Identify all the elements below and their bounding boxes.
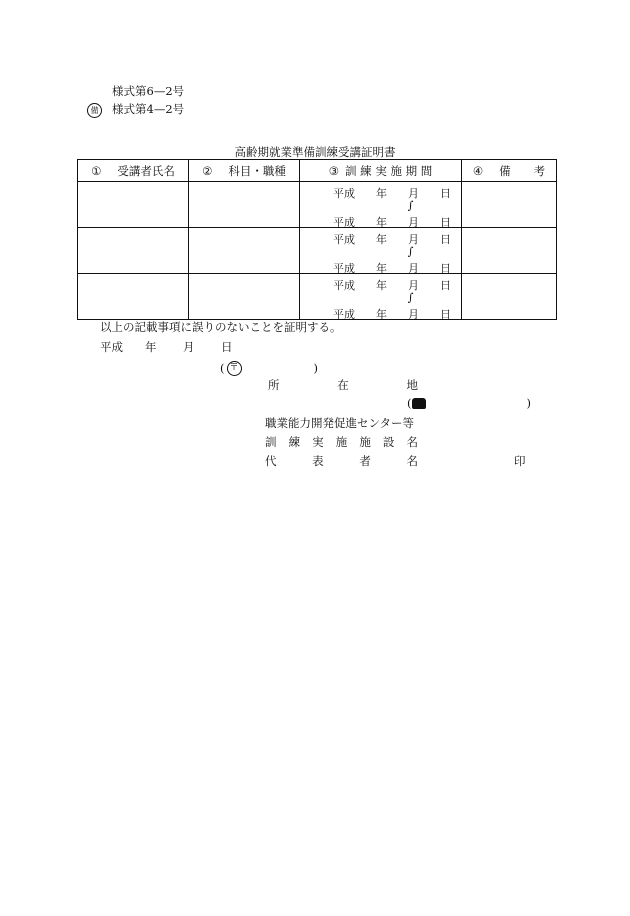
training-period-cell[interactable] [300, 182, 462, 228]
tel-open-paren: ( [407, 396, 412, 410]
table-header-row [78, 160, 557, 182]
header-num: ② [202, 163, 213, 178]
remarks-cell[interactable] [462, 182, 557, 228]
period-month: 月 [408, 308, 419, 321]
period-year: 年 [376, 187, 387, 200]
training-period-cell[interactable] [300, 274, 462, 320]
table-row [78, 274, 557, 320]
rep-char: 表 [312, 454, 324, 468]
facility-char: 設 [382, 435, 395, 449]
period-day: 日 [440, 262, 451, 275]
date-year: 年 [145, 340, 157, 354]
period-day: 日 [440, 279, 451, 292]
period-month: 月 [408, 262, 419, 275]
period-day: 日 [440, 308, 451, 321]
form-number-4-2: 様式第4—2号 [112, 102, 185, 116]
header-label: 受講者氏名 [117, 163, 175, 178]
remarks-cell[interactable] [462, 228, 557, 274]
table-row [78, 182, 557, 228]
period-month: 月 [408, 187, 419, 200]
address-char: 在 [337, 378, 349, 392]
facility-char: 実 [312, 435, 324, 449]
period-year: 年 [376, 233, 387, 246]
subject-cell[interactable] [189, 274, 300, 320]
header-label: 備 考 [499, 163, 546, 178]
form-number-6-2: 様式第6—2号 [112, 84, 185, 98]
period-day: 日 [440, 233, 451, 246]
period-month: 月 [408, 279, 419, 292]
trainee-name-cell[interactable] [78, 274, 189, 320]
facility-char: 施 [359, 435, 371, 449]
header-label: 科目・職種 [228, 163, 286, 178]
period-era: 平成 [333, 279, 355, 292]
telephone-field [407, 398, 531, 410]
header-trainee-name [78, 160, 189, 182]
remarks-cell[interactable] [462, 274, 557, 320]
address-char: 地 [406, 378, 418, 392]
period-range-mark: ∫ [407, 291, 414, 304]
period-year: 年 [376, 308, 387, 321]
period-era: 平成 [333, 187, 355, 200]
period-month: 月 [408, 216, 419, 229]
remarks-circle-mark: 備 [87, 103, 102, 118]
tel-close-paren: ) [526, 396, 531, 410]
header-num: ① [91, 163, 102, 178]
period-month: 月 [408, 233, 419, 246]
certification-statement: 以上の記載事項に誤りのないことを証明する。 [100, 320, 342, 334]
postal-code-field [220, 361, 318, 376]
period-era: 平成 [333, 262, 355, 275]
period-range-mark: ∫ [407, 199, 414, 212]
period-era: 平成 [333, 308, 355, 321]
seal-mark: 印 [514, 454, 526, 468]
facility-name-label [265, 437, 418, 449]
postal-close-paren: ) [313, 360, 318, 375]
address-label [268, 380, 418, 392]
period-day: 日 [440, 187, 451, 200]
subject-cell[interactable] [189, 228, 300, 274]
telephone-icon [412, 398, 426, 409]
period-year: 年 [376, 262, 387, 275]
facility-char: 施 [335, 435, 348, 449]
rep-char: 者 [359, 454, 371, 468]
date-day: 日 [221, 340, 233, 354]
trainee-name-cell[interactable] [78, 228, 189, 274]
header-num: ③ [328, 163, 340, 178]
period-era: 平成 [333, 233, 355, 246]
header-subject [189, 160, 300, 182]
header-remarks [462, 160, 557, 182]
issue-date [100, 342, 233, 354]
document-title: 高齢期就業準備訓練受講証明書 [234, 145, 396, 159]
address-char: 所 [268, 378, 280, 392]
date-era: 平成 [100, 340, 123, 354]
trainee-name-cell[interactable] [78, 182, 189, 228]
date-month: 月 [183, 340, 195, 354]
rep-char: 名 [406, 454, 418, 468]
period-day: 日 [440, 216, 451, 229]
facility-char: 練 [288, 435, 301, 449]
period-era: 平成 [333, 216, 355, 229]
header-label: 訓 練 実 施 期 間 [345, 163, 433, 178]
representative-label [265, 456, 418, 468]
table-row [78, 228, 557, 274]
certificate-table [77, 159, 557, 320]
header-training-period [300, 160, 462, 182]
subject-cell[interactable] [189, 182, 300, 228]
facility-char: 訓 [265, 435, 277, 449]
center-name-label: 職業能力開発促進センター等 [265, 416, 415, 430]
header-num: ④ [472, 163, 484, 178]
rep-char: 代 [265, 454, 277, 468]
period-year: 年 [376, 279, 387, 292]
facility-char: 名 [406, 435, 418, 449]
training-period-cell[interactable] [300, 228, 462, 274]
postal-mark-icon: 〒 [227, 361, 242, 376]
postal-open-paren: ( [220, 360, 225, 375]
period-range-mark: ∫ [407, 245, 414, 258]
period-year: 年 [376, 216, 387, 229]
